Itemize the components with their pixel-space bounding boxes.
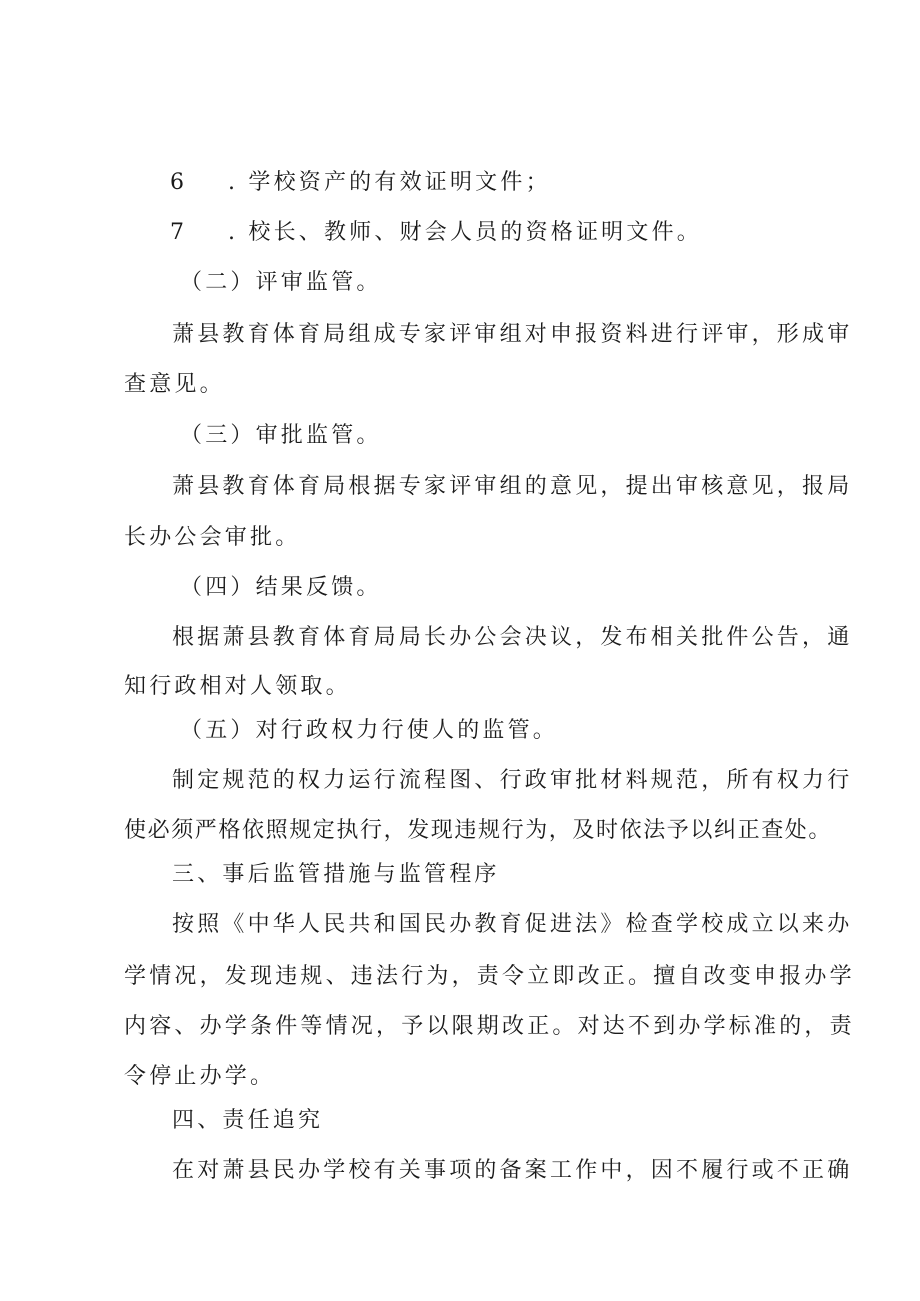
section-heading: （三）审批监管。 <box>180 423 382 448</box>
paragraph-line: 在对萧县民办学校有关事项的备案工作中，因不履行或不正确 <box>172 1158 853 1183</box>
paragraph-line: 按照《中华人民共和国民办教育促进法》检查学校成立以来办 <box>172 912 853 937</box>
paragraph-line: 萧县教育体育局根据专家评审组的意见，提出审核意见，报局 <box>172 474 853 499</box>
list-item <box>170 218 840 248</box>
section-heading: 四、责任追究 <box>172 1108 324 1133</box>
list-item-text: . 学校资产的有效证明文件； <box>228 170 551 195</box>
paragraph-line: 萧县教育体育局组成专家评审组对申报资料进行评审，形成审 <box>172 322 853 347</box>
paragraph-line: 长办公会审批。 <box>124 525 301 550</box>
paragraph-line: 使必须严格依照规定执行，发现违规行为，及时依法予以纠正查处。 <box>124 818 833 843</box>
list-item-number: 6 <box>170 170 184 195</box>
paragraph-line: 根据萧县教育体育局局长办公会决议，发布相关批件公告，通 <box>172 625 853 650</box>
paragraph-line: 内容、办学条件等情况，予以限期改正。对达不到办学标准的，责 <box>124 1014 855 1039</box>
paragraph-line: 制定规范的权力运行流程图、行政审批材料规范，所有权力行 <box>172 768 853 793</box>
section-heading: （二）评审监管。 <box>180 270 382 295</box>
paragraph-line: 查意见。 <box>124 372 225 397</box>
paragraph-line: 学情况，发现违规、违法行为，责令立即改正。擅自改变申报办学 <box>124 964 855 989</box>
paragraph-line: 令停止办学。 <box>124 1064 276 1089</box>
list-item-text: . 校长、教师、财会人员的资格证明文件。 <box>228 220 702 245</box>
list-item-number: 7 <box>170 220 184 245</box>
section-heading: （四）结果反馈。 <box>180 575 382 600</box>
section-heading: 三、事后监管措施与监管程序 <box>172 862 500 887</box>
list-item <box>170 168 840 198</box>
paragraph-line: 知行政相对人领取。 <box>124 674 351 699</box>
section-heading: （五）对行政权力行使人的监管。 <box>180 718 559 743</box>
